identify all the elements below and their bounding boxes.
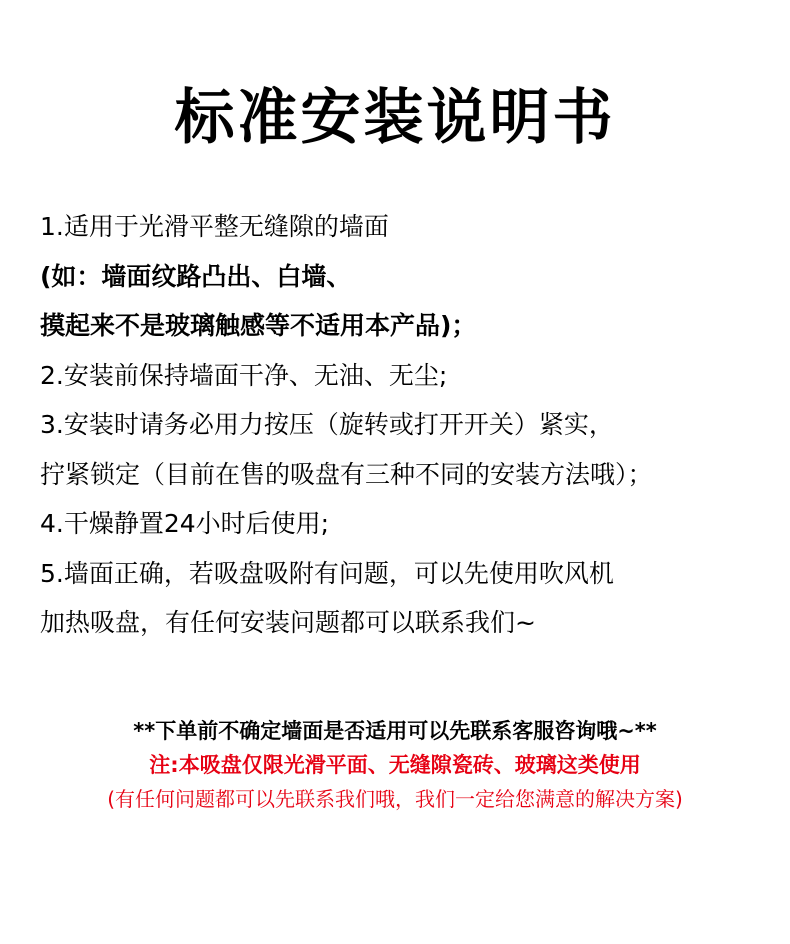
- usage-note: 注:本吸盘仅限光滑平面、无缝隙瓷砖、玻璃这类使用: [149, 753, 641, 777]
- contact-tip: **下单前不确定墙面是否适用可以先联系客服咨询哦~**: [133, 719, 657, 743]
- instruction-line-8: 5.墙面正确，若吸盘吸附有问题，可以先使用吹风机: [40, 558, 614, 588]
- instruction-line-6: 拧紧锁定（目前在售的吸盘有三种不同的安装方法哦）；: [40, 459, 653, 489]
- service-note: (有任何问题都可以先联系我们哦，我们一定给您满意的解决方案): [107, 787, 683, 811]
- instruction-line-5: 3.安装时请务必用力按压（旋转或打开开关）紧实，: [40, 410, 614, 439]
- instruction-list: [40, 202, 780, 648]
- instruction-line-3: 摸起来不是玻璃触感等不适用本产品)；: [40, 311, 477, 340]
- instruction-line-1: 1.适用于光滑平整无缝隙的墙面: [40, 212, 389, 241]
- page-title: 标准安装说明书: [174, 83, 616, 153]
- instruction-line-4: 2.安装前保持墙面干净、无油、无尘;: [40, 360, 448, 390]
- notes-section: [0, 714, 790, 816]
- instruction-line-7: 4.干燥静置24小时后使用;: [40, 509, 330, 538]
- instruction-line-9: 加热吸盘，有任何安装问题都可以联系我们~: [40, 608, 536, 637]
- instruction-line-2: (如：墙面纹路凸出、白墙、: [40, 261, 352, 291]
